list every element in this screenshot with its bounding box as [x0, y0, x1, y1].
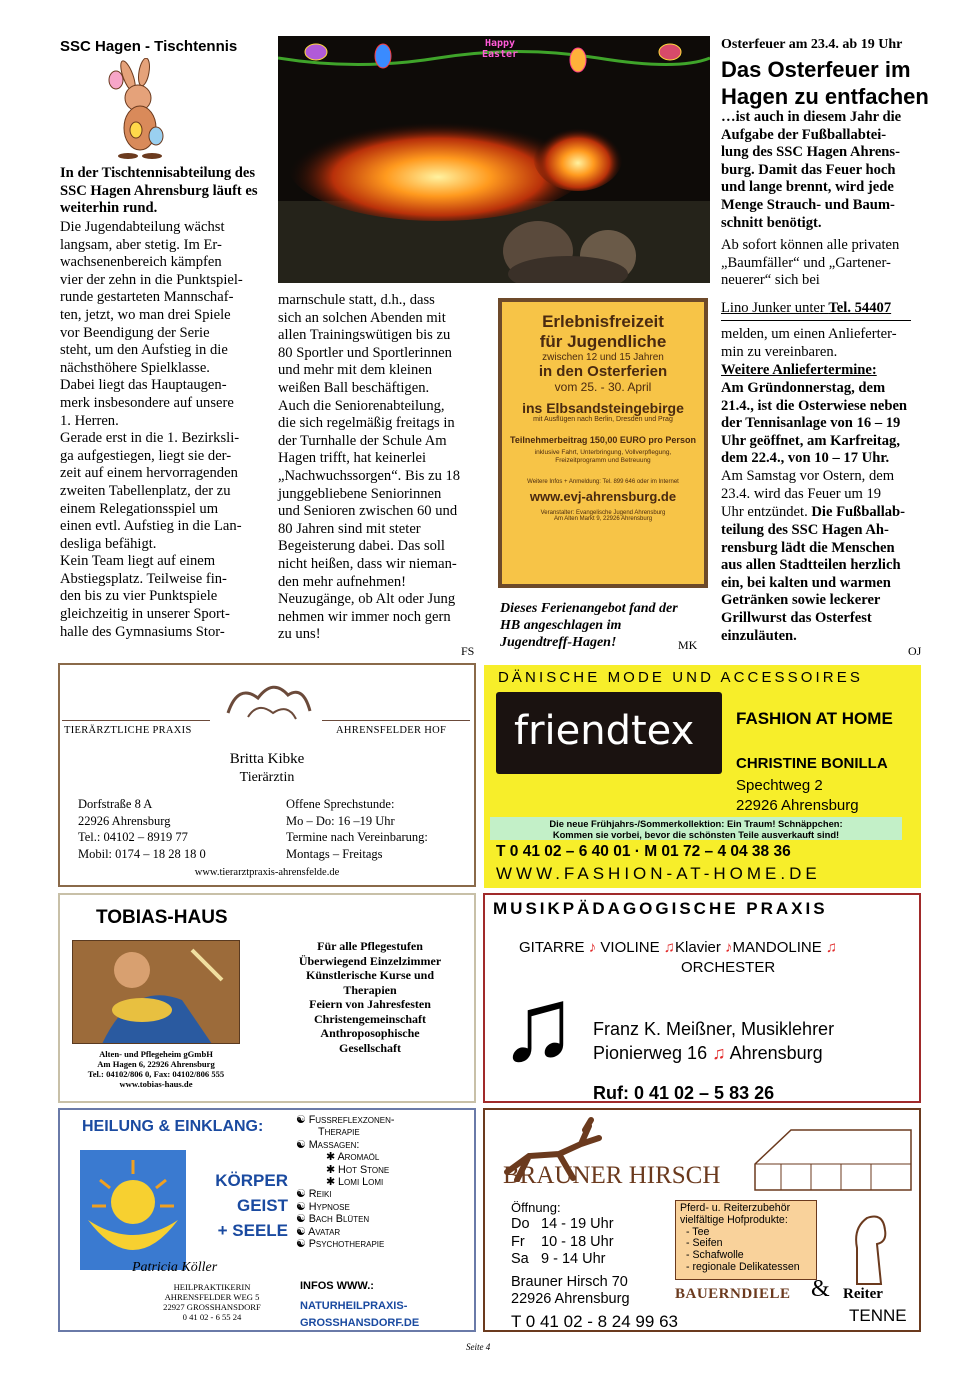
text-line: nächsthöhere Spielklasse.: [60, 359, 210, 376]
text-line: teilung des SSC Hagen Ah-: [721, 522, 889, 538]
word-seele: + SEELE: [217, 1221, 288, 1240]
hirsch-hours: [511, 1216, 614, 1269]
poster-line: www.evj-ahrensburg.de: [529, 489, 677, 504]
poster-line: Am Alten Markt 9, 22926 Ahrensburg: [553, 516, 653, 522]
address-line: Tel.: 04102 – 8919 77: [78, 830, 188, 844]
product-line: - Tee: [686, 1225, 710, 1238]
article1-column1: [60, 219, 265, 641]
fashion-owner: CHRISTINE BONILLA: [736, 755, 888, 772]
service-item: ☯ Bach Blüten: [296, 1213, 370, 1226]
hirsch-city: 22926 Ahrensburg: [511, 1291, 630, 1307]
poster-line: vom 25. - 30. April: [554, 380, 652, 394]
text-line: Abstiegsplatz. Teilweise fin-: [60, 570, 227, 587]
instrument-piano: Klavier: [675, 939, 721, 956]
text-line: sich an solchen Abenden mit: [278, 309, 446, 326]
text-line: den bis zu vier Punktspiele: [60, 588, 218, 605]
text-line: Auch die Seniorenabteilung,: [278, 397, 445, 414]
instrument-guitar: GITARRE: [519, 939, 585, 956]
text-line: einzuläuten.: [721, 627, 797, 644]
poster-author: MK: [678, 638, 698, 652]
note-icon: ♪: [588, 939, 597, 956]
address-line: Mobil: 0174 – 18 28 18 0: [78, 846, 206, 861]
yin-yang-bullet-icon: ☯: [296, 1188, 309, 1201]
promo-line2: Kommen sie vorbei, bevor die schönsten Teile ausverkauft sind!: [552, 829, 840, 840]
healing-signature: Patricia Köller: [132, 1260, 218, 1275]
divider: [721, 320, 911, 321]
note-icon: ♫: [712, 1043, 726, 1063]
divider: [322, 720, 470, 721]
note-icon: ♫: [663, 939, 676, 956]
text-line: „Nachwuchssorgen“. Bis zu 18: [278, 467, 461, 484]
poster-line: Weitere Infos + Anmeldung: Tel. 899 646 oder im Internet: [527, 479, 679, 485]
service-item: ☯ Avatar: [296, 1225, 341, 1238]
yin-yang-bullet-icon: ☯: [296, 1225, 309, 1238]
text-line: weißen Ball beschäftigen.: [278, 379, 430, 396]
text-line: zweiten Tabellenplatz, der zu: [60, 482, 231, 499]
text-line: ein, bei kalten und warmen: [721, 574, 891, 591]
happy-easter-banner: Happy Easter: [481, 38, 519, 60]
article2-headline: [721, 56, 929, 110]
article2-headline-line2: Hagen zu entfachen: [721, 84, 929, 109]
mixed-normal: Uhr entzündet.: [721, 504, 812, 520]
text-line: Hagen trifft, hat keinerlei: [278, 450, 427, 467]
poster-frame: [498, 298, 708, 588]
fashion-web-link[interactable]: WWW.FASHION-AT-HOME.DE: [496, 864, 821, 883]
text-line: 80 Sportler und Sportlerinnen: [278, 344, 452, 361]
hours-line: Termine nach Vereinbarung:: [286, 830, 428, 844]
music-city: Ahrensburg: [729, 1043, 823, 1063]
music-title: MUSIKPÄDAGOGISCHE PRAXIS: [493, 899, 828, 918]
text-line: aus allen Stadtteilen herzlich: [721, 557, 901, 574]
vet-address: [78, 796, 206, 862]
fashion-city: 22926 Ahrensburg: [736, 797, 859, 814]
note-icon: ♪: [725, 939, 733, 956]
healing-infos: INFOS WWW.:: [300, 1280, 374, 1292]
address-line: 22926 Ahrensburg: [78, 813, 171, 828]
ad-vet: [58, 663, 476, 887]
page-number: Seite 4: [466, 1342, 491, 1352]
animals-logo-icon: [218, 673, 318, 731]
text-line: vier der zehn in die Punktspiel-: [60, 271, 243, 288]
article1-column2: [278, 292, 483, 644]
feature-line: Für alle Pflegestufen: [317, 939, 423, 953]
article2-body: [721, 237, 931, 290]
music-instruments: [519, 939, 837, 956]
vet-left-label: TIERÄRZTLICHE PRAXIS: [64, 725, 192, 736]
tobias-name: TOBIAS-HAUS: [96, 907, 228, 928]
hirsch-bauerndiele: BAUERNDIELE: [675, 1286, 791, 1302]
text-line: die sich regelmäßig freitags in: [278, 415, 455, 432]
fashion-promo: [490, 817, 902, 840]
vet-title: Tierärztin: [239, 770, 295, 785]
text-line: Am Samstag vor Ostern, dem: [721, 468, 895, 484]
yin-yang-bullet-icon: ☯: [296, 1200, 309, 1213]
ad-fashion: [484, 665, 921, 888]
address-line: Tel.: 04102/806 0, Fax: 04102/806 555: [87, 1069, 225, 1079]
poster-line: mit Ausflügen nach Berlin, Dresden und Prag: [533, 416, 673, 423]
vet-right-label: AHRENSFELDER HOF: [336, 725, 447, 736]
text-line: merk insbesondere auf unsere: [60, 394, 234, 411]
hirsch-hours-title: Öffnung:: [511, 1200, 561, 1215]
hirsch-tenne: TENNE: [849, 1306, 907, 1325]
horse-chess-icon: [843, 1208, 893, 1288]
text-line: langsam, aber stetig. Im Er-: [60, 236, 222, 253]
feature-line: Künstlerische Kurse und: [305, 968, 434, 982]
feature-line: Überwiegend Einzelzimmer: [298, 953, 442, 968]
hours-row: [511, 1251, 614, 1269]
web-line2: GROSSHANSDORF.DE: [300, 1317, 420, 1329]
text-line: der Tennisanlage von 16 – 19: [721, 415, 901, 432]
article2-kicker: Osterfeuer am 23.4. ab 19 Uhr: [721, 37, 903, 52]
poster-text: [502, 302, 704, 522]
yin-yang-bullet-icon: ☯: [296, 1238, 309, 1251]
fashion-top-line: DÄNISCHE MODE UND ACCESSOIRES: [498, 669, 863, 686]
article2-headline-line1: Das Osterfeuer im: [721, 57, 911, 82]
poster-line: inklusive Fahrt, Unterbringung, Vollverpflegung, Freizeitprogramm und Betreuung: [534, 449, 672, 464]
healing-address: [142, 1282, 282, 1322]
star-bullet-icon: ✱: [326, 1151, 338, 1164]
text-line: neuerer“ sich bei: [721, 272, 820, 289]
feature-line: Therapien: [343, 982, 397, 997]
poster-line: in den Osterferien: [538, 363, 668, 380]
tobias-mosaic-image: [72, 940, 240, 1044]
text-line: 21.4., ist die Osterwiese neben: [721, 397, 908, 414]
music-address: [593, 1043, 823, 1064]
ad-healing: [58, 1108, 476, 1332]
article2-after: [721, 326, 931, 361]
text-line: Getränken sowie leckerer: [721, 592, 881, 609]
service-item: ☯ Psychotherapie: [296, 1238, 385, 1251]
service-item-continued: Therapie: [318, 1126, 360, 1139]
text-line: dem 22.4., von 10 – 17 Uhr.: [721, 450, 890, 467]
text-line: ten, jetzt, wo man drei Spiele: [60, 306, 231, 323]
service-item: ✱ Aromaöl: [326, 1151, 380, 1164]
text-line: …ist auch in diesem Jahr die: [721, 109, 902, 125]
hirsch-phone: T 0 41 02 - 8 24 99 63: [511, 1312, 678, 1331]
hirsch-products-box: [675, 1200, 817, 1280]
poster-caption: Dieses Ferienangebot fand der HB angeschlagen im Jugendtreff-Hagen!: [500, 601, 678, 650]
word-koerper: KÖRPER: [215, 1171, 288, 1190]
feature-line: Feiern von Jahresfesten: [309, 997, 431, 1011]
fashion-phone: T 0 41 02 – 6 40 01 · M 01 72 – 4 04 38 36: [496, 843, 791, 860]
star-bullet-icon: ✱: [326, 1176, 339, 1189]
healing-web-link[interactable]: [300, 1298, 419, 1332]
text-line: junggebliebene Seniorinnen: [278, 485, 442, 502]
text-line: 80 Jahren sind mit steter: [278, 520, 421, 537]
text-line: Gerade erst in die 1. Bezirksli-: [60, 430, 240, 447]
text-line: allen Trainingswütigen bis zu: [278, 327, 451, 344]
text-line: Die Jugendabteilung wächst: [60, 219, 225, 235]
promo-line1: Die neue Frühjahrs-/Sommerkollektion: Ein Traum! Schnäppchen:: [549, 818, 843, 829]
instrument-mandolin: MANDOLINE: [732, 939, 822, 956]
article2-final: [721, 522, 931, 645]
time: 10 - 18 Uhr: [541, 1233, 614, 1250]
text-line: „Baumfäller“ und „Gartener-: [721, 254, 891, 271]
product-line: - regionale Delikatessen: [686, 1260, 800, 1273]
text-line: zu uns!: [278, 626, 321, 643]
article2-author: OJ: [908, 644, 922, 658]
article2-normal: [721, 468, 931, 503]
text-line: zeit auf einem hervorragenden: [60, 465, 238, 482]
hours-row: [511, 1216, 614, 1234]
easter-bunny-image: [108, 58, 174, 160]
address-line: Am Hagen 6, 22926 Ahrensburg: [97, 1059, 215, 1069]
vet-name: Britta Kibke: [229, 751, 305, 767]
text-line: Kein Team liegt auf einem: [60, 553, 216, 570]
text-line: den mehr aufnehmen!: [278, 573, 407, 590]
hours-line: Montags – Freitags: [286, 846, 383, 861]
address-line: AHRENSFELDER WEG 5: [164, 1292, 260, 1302]
article1-author: FS: [461, 644, 475, 658]
note-icon: ♫: [825, 939, 838, 956]
box-items: [680, 1227, 812, 1274]
music-orchestra: ORCHESTER: [681, 959, 776, 976]
service-item: ✱ Hot Stone: [326, 1163, 390, 1176]
text-line: einem Relegationsspiel um: [60, 500, 219, 517]
star-bullet-icon: ✱: [326, 1163, 339, 1176]
day: Sa: [511, 1251, 529, 1267]
fashion-shop-name: FASHION AT HOME: [736, 709, 893, 728]
box-title: Pferd- u. Reiterzubehör vielfältige Hofprodukte:: [680, 1202, 791, 1226]
time: 14 - 19 Uhr: [541, 1216, 614, 1232]
address-line: Alten- und Pflegeheim gGmbH: [99, 1049, 213, 1059]
product-line: - Schafwolle: [686, 1249, 744, 1262]
text-line: und lange brennt, wird jede: [721, 179, 894, 196]
text-line: 1. Herren.: [60, 412, 119, 429]
text-line: Dabei liegt das Hauptaugen-: [60, 377, 227, 394]
text-line: gleichzeitig in unserer Sport-: [60, 606, 230, 623]
word-geist: GEIST: [236, 1196, 288, 1215]
hirsch-reiter: Reiter: [843, 1286, 883, 1302]
poster-line: zwischen 12 und 15 Jahren: [542, 352, 664, 363]
service-item: ☯ Hypnose: [296, 1200, 350, 1213]
text-line: desliga befähigt.: [60, 535, 157, 552]
hours-line: Offene Sprechstunde:: [286, 797, 395, 811]
text-line: burg. Damit das Feuer hoch: [721, 161, 896, 178]
service-item: ☯ Fußreflexzonen-: [296, 1114, 395, 1126]
text-line: einen evtl. Aufstieg in die Lan-: [60, 518, 242, 535]
instrument-violin: VIOLINE: [600, 939, 660, 956]
text-line: Am Gründonnerstag, dem: [721, 380, 886, 396]
text-line: Menge Strauch- und Baum-: [721, 196, 895, 213]
address-line: 22927 GROSSHANSDORF: [163, 1302, 261, 1312]
text-line: und mehr mit dem kleinen: [278, 362, 433, 379]
fashion-street: Spechtweg 2: [736, 777, 823, 794]
text-line: min zu vereinbaren.: [721, 343, 838, 360]
service-item: ☯ Reiki: [296, 1188, 332, 1201]
article2-termine: [721, 380, 931, 468]
text-line: Aufgabe der Fußballabtei-: [721, 126, 887, 143]
product-line: - Seifen: [686, 1237, 723, 1250]
contact-tel: Tel. 54407: [828, 300, 892, 316]
text-line: rensburg lädt die Menschen: [721, 539, 895, 556]
feature-line: Christengemeinschaft: [314, 1011, 426, 1026]
poster: [502, 302, 704, 584]
text-line: und Senioren zwischen 60 und: [278, 503, 458, 520]
article2-lead: [721, 109, 931, 232]
hirsch-ampersand: &: [811, 1276, 830, 1302]
vet-web-link[interactable]: www.tierarztpraxis-ahrensfelde.de: [194, 867, 340, 878]
tobias-address: [72, 1049, 240, 1089]
contact-name: Lino Junker unter: [721, 300, 829, 316]
text-line: nicht heißen, dass wir nieman-: [278, 555, 457, 572]
text-line: steht, um den Aufstieg in die: [60, 342, 228, 359]
web-line1: NATURHEILPRAXIS-: [300, 1300, 408, 1312]
article2-contact: [721, 300, 931, 318]
article2-mixed-line: [721, 504, 936, 522]
friendtex-logo: [496, 692, 722, 774]
poster-line: Erlebnisfreizeit: [542, 312, 664, 331]
poster-line: für Jugendliche: [539, 332, 667, 351]
hirsch-street: Brauner Hirsch 70: [511, 1274, 628, 1290]
yin-yang-bullet-icon: ☯: [296, 1114, 309, 1126]
address-line: HEILPRAKTIKERIN: [173, 1282, 251, 1292]
hours-row: [511, 1234, 614, 1252]
text-line: wachsenenbereich kämpfen: [60, 254, 222, 271]
day: Do: [511, 1216, 530, 1232]
text-line: Begeisterung dabei. Das soll: [278, 538, 445, 555]
ad-hirsch: [483, 1108, 921, 1332]
text-line: ga aufgestiegen, liegt sie der-: [60, 447, 232, 464]
article2-termine-heading: Weitere Anliefertermine:: [721, 362, 877, 378]
text-line: melden, um einen Anlieferter-: [721, 326, 897, 342]
divider: [62, 720, 210, 721]
hirsch-name: BRAUNER HIRSCH: [503, 1162, 721, 1189]
music-street: Pionierweg 16: [593, 1043, 708, 1063]
farmhouse-icon: [751, 1124, 915, 1192]
ad-tobias: [58, 893, 476, 1103]
feature-line: Anthroposophische: [320, 1026, 420, 1040]
text-line: Uhr geöffnet, am Karfreitag,: [721, 432, 900, 449]
text-line: nehmen wir immer noch gern: [278, 608, 451, 625]
text-line: lung des SSC Hagen Ahrens-: [721, 144, 900, 161]
text-line: marnschule statt, d.h., dass: [278, 292, 435, 308]
easter-fire-photo: [278, 36, 710, 283]
music-notes-icon: ♫: [499, 968, 577, 1083]
hours-line: Mo – Do: 16 –19 Uhr: [286, 813, 395, 828]
address-line: www.tobias-haus.de: [119, 1079, 193, 1089]
yin-yang-bullet-icon: ☯: [296, 1138, 309, 1151]
service-item: ☯ Massagen:: [296, 1138, 360, 1151]
text-line: schnitt benötigt.: [721, 214, 822, 231]
article-heading-tischtennis: SSC Hagen - Tischtennis: [60, 38, 238, 55]
text-line: Neuzugänge, ob Alt oder Jung: [278, 591, 456, 608]
vet-hours: [286, 796, 428, 862]
poster-line: Veranstalter: Evangelische Jugend Ahrensburg: [540, 510, 666, 516]
sun-moon-image: [80, 1150, 186, 1270]
yin-yang-bullet-icon: ☯: [296, 1213, 309, 1226]
poster-line: ins Elbsandsteingebirge: [522, 400, 684, 416]
poster-line: Teilnehmerbeitrag 150,00 EURO pro Person: [510, 435, 696, 445]
text-line: Ab sofort können alle privaten: [721, 237, 900, 253]
service-item: ✱ Lomi Lomi: [326, 1176, 384, 1189]
ad-music: [483, 893, 921, 1103]
time: 9 - 14 Uhr: [541, 1251, 606, 1267]
mixed-bold: Die Fußballab-: [811, 504, 906, 520]
music-phone: Ruf: 0 41 02 – 5 83 26: [593, 1083, 775, 1103]
day: Fr: [511, 1233, 525, 1250]
healing-services-list: [296, 1114, 476, 1250]
healing-words: [206, 1168, 288, 1243]
text-line: der Turnhalle der Schule Am: [278, 432, 447, 449]
healing-title: HEILUNG & EINKLANG:: [82, 1118, 264, 1135]
feature-line: Gesellschaft: [339, 1040, 401, 1055]
article1-lead: In der Tischtennisabteilung des SSC Hagen Ahrensburg läuft es weiterhin rund.: [60, 165, 258, 217]
music-teacher: Franz K. Meißner, Musiklehrer: [593, 1019, 835, 1039]
text-line: Grillwurst das Osterfest: [721, 609, 872, 626]
text-line: vor Beendigung der Serie: [60, 324, 210, 341]
friendtex-logo-text: friendtex: [514, 708, 695, 754]
text-line: 23.4. wird das Feuer um 19: [721, 485, 882, 502]
text-line: halle des Gymnasiums Stor-: [60, 623, 225, 640]
address-line: 0 41 02 - 6 55 24: [182, 1312, 242, 1322]
address-line: Dorfstraße 8 A: [78, 797, 153, 811]
text-line: runde gestarteten Mannschaf-: [60, 289, 234, 306]
tobias-features: [270, 939, 470, 1055]
